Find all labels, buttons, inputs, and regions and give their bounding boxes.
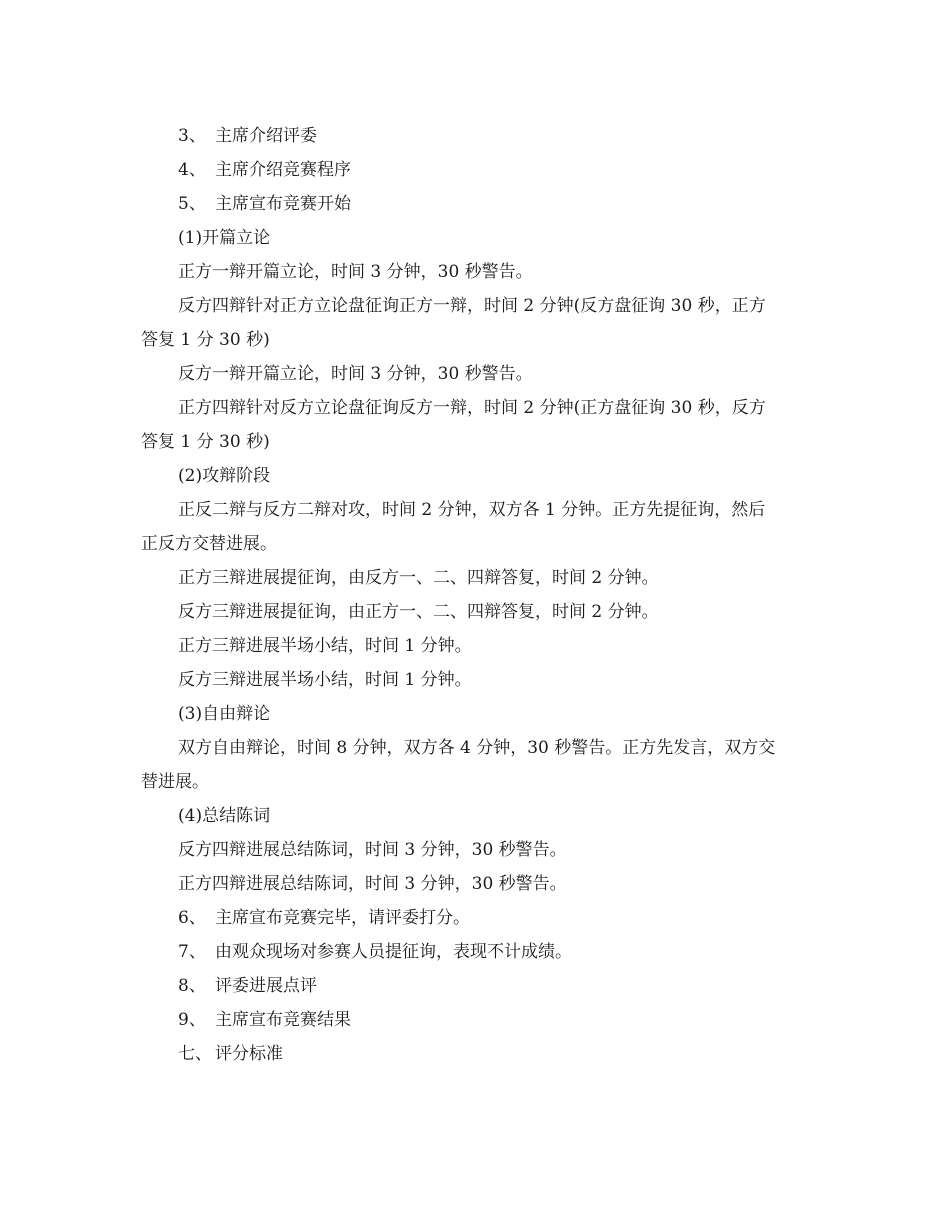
item-text: 主席介绍竞赛程序 (215, 160, 351, 180)
item-number: 3、 (178, 126, 206, 146)
paragraph-line: 正反方交替进展。 (141, 534, 277, 554)
item-number: 6、 (178, 908, 206, 928)
paragraph-line: 正方一辩开篇立论，时间 3 分钟，30 秒警告。 (178, 262, 533, 282)
list-item (141, 119, 813, 153)
list-item (141, 187, 813, 221)
paragraph-line: 正方四辩针对反方立论盘征询反方一辩，时间 2 分钟(正方盘征询 30 秒，反方 (178, 398, 766, 418)
document-body (141, 119, 813, 1071)
list-item (141, 153, 813, 187)
list-item (141, 969, 813, 1003)
section-title (141, 1037, 813, 1071)
paragraph-line: 双方自由辩论，时间 8 分钟，双方各 4 分钟，30 秒警告。正方先发言，双方交 (178, 738, 776, 758)
list-item (141, 1003, 813, 1037)
paragraph-line: 反方四辩针对正方立论盘征询正方一辩，时间 2 分钟(反方盘征询 30 秒，正方 (178, 296, 766, 316)
paragraph-line: 反方三辩进展半场小结，时间 1 分钟。 (178, 670, 472, 690)
paragraph-line: 替进展。 (141, 772, 209, 792)
list-item (141, 901, 813, 935)
paragraph-line: 反方一辩开篇立论，时间 3 分钟，30 秒警告。 (178, 364, 533, 384)
paragraph-line: 正反二辩与反方二辩对攻，时间 2 分钟，双方各 1 分钟。正方先提征询，然后 (178, 500, 766, 520)
item-text: 由观众现场对参赛人员提征询，表现不计成绩。 (215, 942, 572, 962)
paragraph-line: 正方四辩进展总结陈词，时间 3 分钟，30 秒警告。 (178, 874, 567, 894)
paragraph-line: 答复 1 分 30 秒) (141, 432, 270, 452)
item-number: 5、 (178, 194, 206, 214)
section-heading: (4)总结陈词 (178, 806, 271, 826)
paragraph-line: 正方三辩进展提征询，由反方一、二、四辩答复，时间 2 分钟。 (178, 568, 659, 588)
item-number: 9、 (178, 1010, 206, 1030)
section-number: 七、 (178, 1044, 212, 1064)
list-item (141, 935, 813, 969)
section-heading: (3)自由辩论 (178, 704, 271, 724)
item-number: 4、 (178, 160, 206, 180)
item-text: 主席宣布竞赛开始 (215, 194, 351, 214)
paragraph-line: 答复 1 分 30 秒) (141, 330, 270, 350)
item-number: 7、 (178, 942, 206, 962)
paragraph-line: 反方四辩进展总结陈词，时间 3 分钟，30 秒警告。 (178, 840, 567, 860)
item-text: 主席介绍评委 (215, 126, 317, 146)
item-text: 主席宣布竞赛结果 (215, 1010, 351, 1030)
paragraph-line: 正方三辩进展半场小结，时间 1 分钟。 (178, 636, 472, 656)
section-heading: (2)攻辩阶段 (178, 466, 271, 486)
section-heading: (1)开篇立论 (178, 228, 271, 248)
item-number: 8、 (178, 976, 206, 996)
section-title-text: 评分标准 (215, 1044, 283, 1064)
item-text: 主席宣布竞赛完毕，请评委打分。 (215, 908, 470, 928)
paragraph-line: 反方三辩进展提征询，由正方一、二、四辩答复，时间 2 分钟。 (178, 602, 659, 622)
item-text: 评委进展点评 (215, 976, 317, 996)
